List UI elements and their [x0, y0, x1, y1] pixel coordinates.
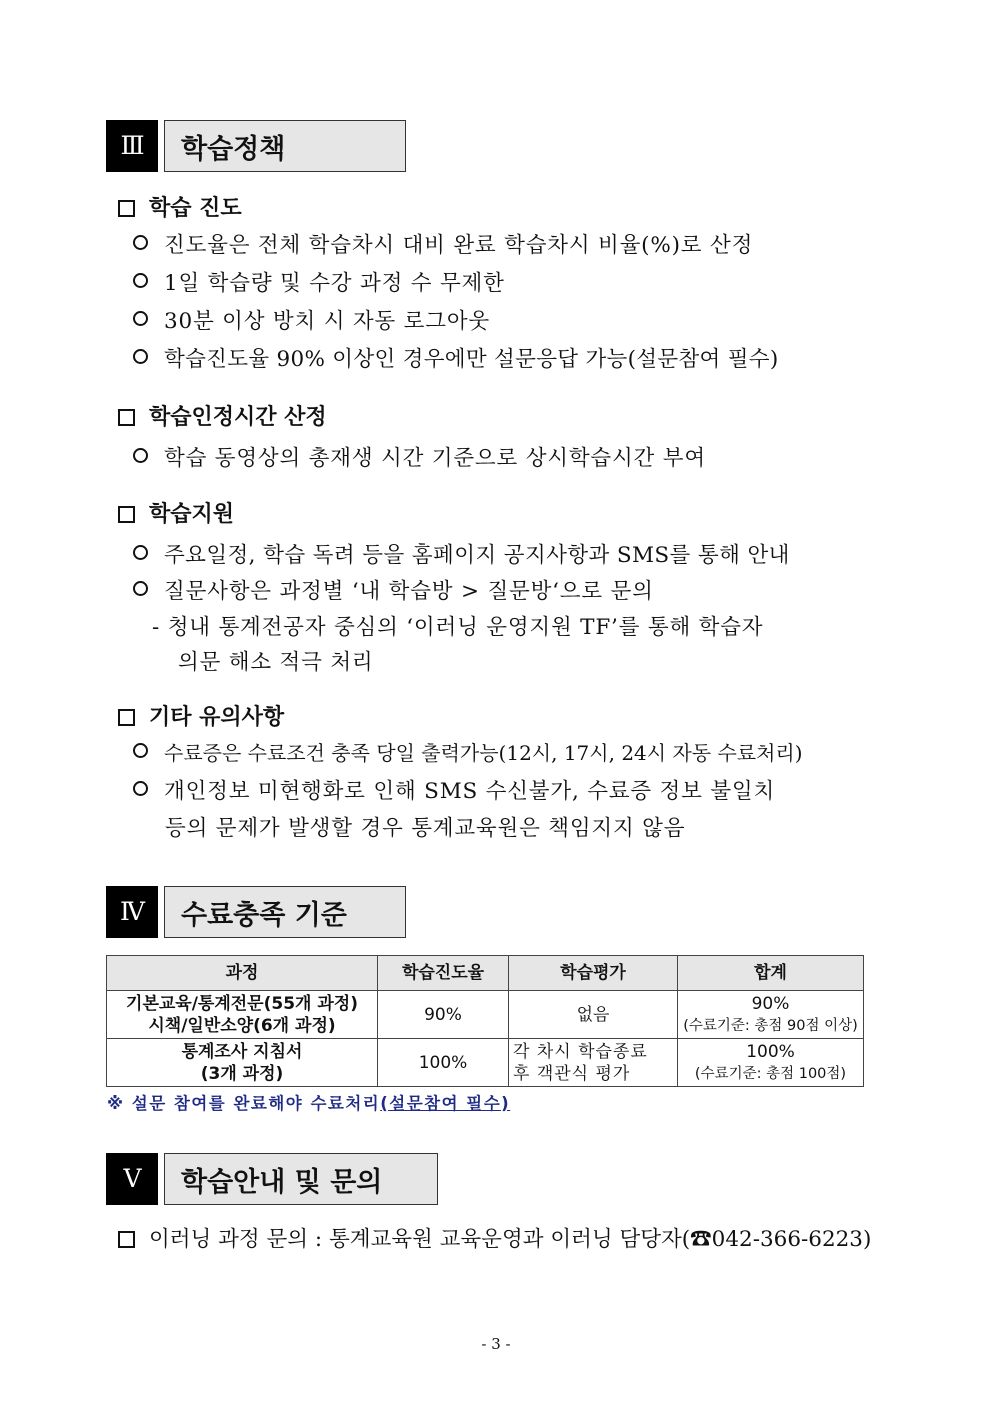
- section-4-header: [106, 886, 406, 938]
- section-4-number: Ⅳ: [106, 886, 158, 938]
- group-heading-support: 학습지원: [118, 497, 234, 528]
- evaluation-cell: 각 차시 학습종료 후 객관식 평가: [509, 1039, 678, 1087]
- table-header-row: [107, 956, 864, 991]
- circle-bullet-icon: [133, 581, 148, 596]
- bullet-item: 30분 이상 방치 시 자동 로그아웃: [133, 304, 490, 335]
- checkbox-square-icon: [118, 200, 135, 217]
- progress-cell: 90%: [378, 991, 509, 1039]
- circle-bullet-icon: [133, 781, 148, 796]
- section-5-title: 학습안내 및 문의: [164, 1153, 438, 1205]
- checkbox-square-icon: [118, 409, 135, 426]
- bullet-item: 수료증은 수료조건 충족 당일 출력가능(12시, 17시, 24시 자동 수료처리): [133, 737, 803, 766]
- bullet-item: 질문사항은 과정별 ‘내 학습방 > 질문방‘으로 문의: [133, 574, 654, 605]
- survey-note: ※ 설문 참여를 완료해야 수료처리(설문참여 필수): [107, 1094, 511, 1113]
- header-total: 합계: [678, 956, 864, 991]
- circle-bullet-icon: [133, 273, 148, 288]
- header-course: 과정: [107, 956, 378, 991]
- header-evaluation: 학습평가: [509, 956, 678, 991]
- section-4-title: 수료충족 기준: [164, 886, 406, 938]
- course-cell: 기본교육/통계전문(55개 과정) 시책/일반소양(6개 과정): [107, 991, 378, 1039]
- group-heading-misc: 기타 유의사항: [118, 700, 284, 731]
- contact-info: 이러닝 과정 문의 : 통계교육원 교육운영과 이러닝 담당자(☎042-366-6223): [118, 1222, 871, 1253]
- bullet-item: 1일 학습량 및 수강 과정 수 무제한: [133, 266, 505, 297]
- total-cell: 100% (수료기준: 총점 100점): [678, 1039, 864, 1087]
- total-cell: 90% (수료기준: 총점 90점 이상): [678, 991, 864, 1039]
- evaluation-cell: 없음: [509, 991, 678, 1039]
- section-3-title: 학습정책: [164, 120, 406, 172]
- circle-bullet-icon: [133, 235, 148, 250]
- page-number: - 3 -: [481, 1335, 511, 1353]
- circle-bullet-icon: [133, 448, 148, 463]
- checkbox-square-icon: [118, 506, 135, 523]
- checkbox-square-icon: [118, 709, 135, 726]
- bullet-item: 진도율은 전체 학습차시 대비 완료 학습차시 비율(%)로 산정: [133, 228, 753, 259]
- circle-bullet-icon: [133, 743, 148, 758]
- circle-bullet-icon: [133, 311, 148, 326]
- circle-bullet-icon: [133, 349, 148, 364]
- group-heading-recognized-time: 학습인정시간 산정: [118, 400, 327, 431]
- group-heading-progress: 학습 진도: [118, 191, 242, 222]
- section-5-header: [106, 1153, 438, 1205]
- bullet-item: 학습진도율 90% 이상인 경우에만 설문응답 가능(설문참여 필수): [133, 342, 779, 373]
- bullet-continuation: 등의 문제가 발생할 경우 통계교육원은 책임지지 않음: [165, 816, 686, 841]
- dash-item: - 청내 통계전공자 중심의 ‘이러닝 운영지원 TF’를 통해 학습자: [152, 615, 764, 640]
- table-row: [107, 1039, 864, 1087]
- course-cell: 통계조사 지침서 (3개 과정): [107, 1039, 378, 1087]
- circle-bullet-icon: [133, 545, 148, 560]
- survey-note-underlined: (설문참여 필수): [380, 1094, 511, 1113]
- bullet-item: 주요일정, 학습 독려 등을 홈페이지 공지사항과 SMS를 통해 안내: [133, 538, 790, 569]
- checkbox-square-icon: [118, 1231, 135, 1248]
- progress-cell: 100%: [378, 1039, 509, 1087]
- dash-item-continuation: 의문 해소 적극 처리: [178, 650, 374, 675]
- section-3-number: Ⅲ: [106, 120, 158, 172]
- table-row: [107, 991, 864, 1039]
- completion-criteria-table: [106, 955, 864, 1087]
- section-3-header: [106, 120, 406, 172]
- section-5-number: Ⅴ: [106, 1153, 158, 1205]
- bullet-item: 개인정보 미현행화로 인해 SMS 수신불가, 수료증 정보 불일치: [133, 774, 775, 805]
- header-progress: 학습진도율: [378, 956, 509, 991]
- bullet-item: 학습 동영상의 총재생 시간 기준으로 상시학습시간 부여: [133, 441, 706, 472]
